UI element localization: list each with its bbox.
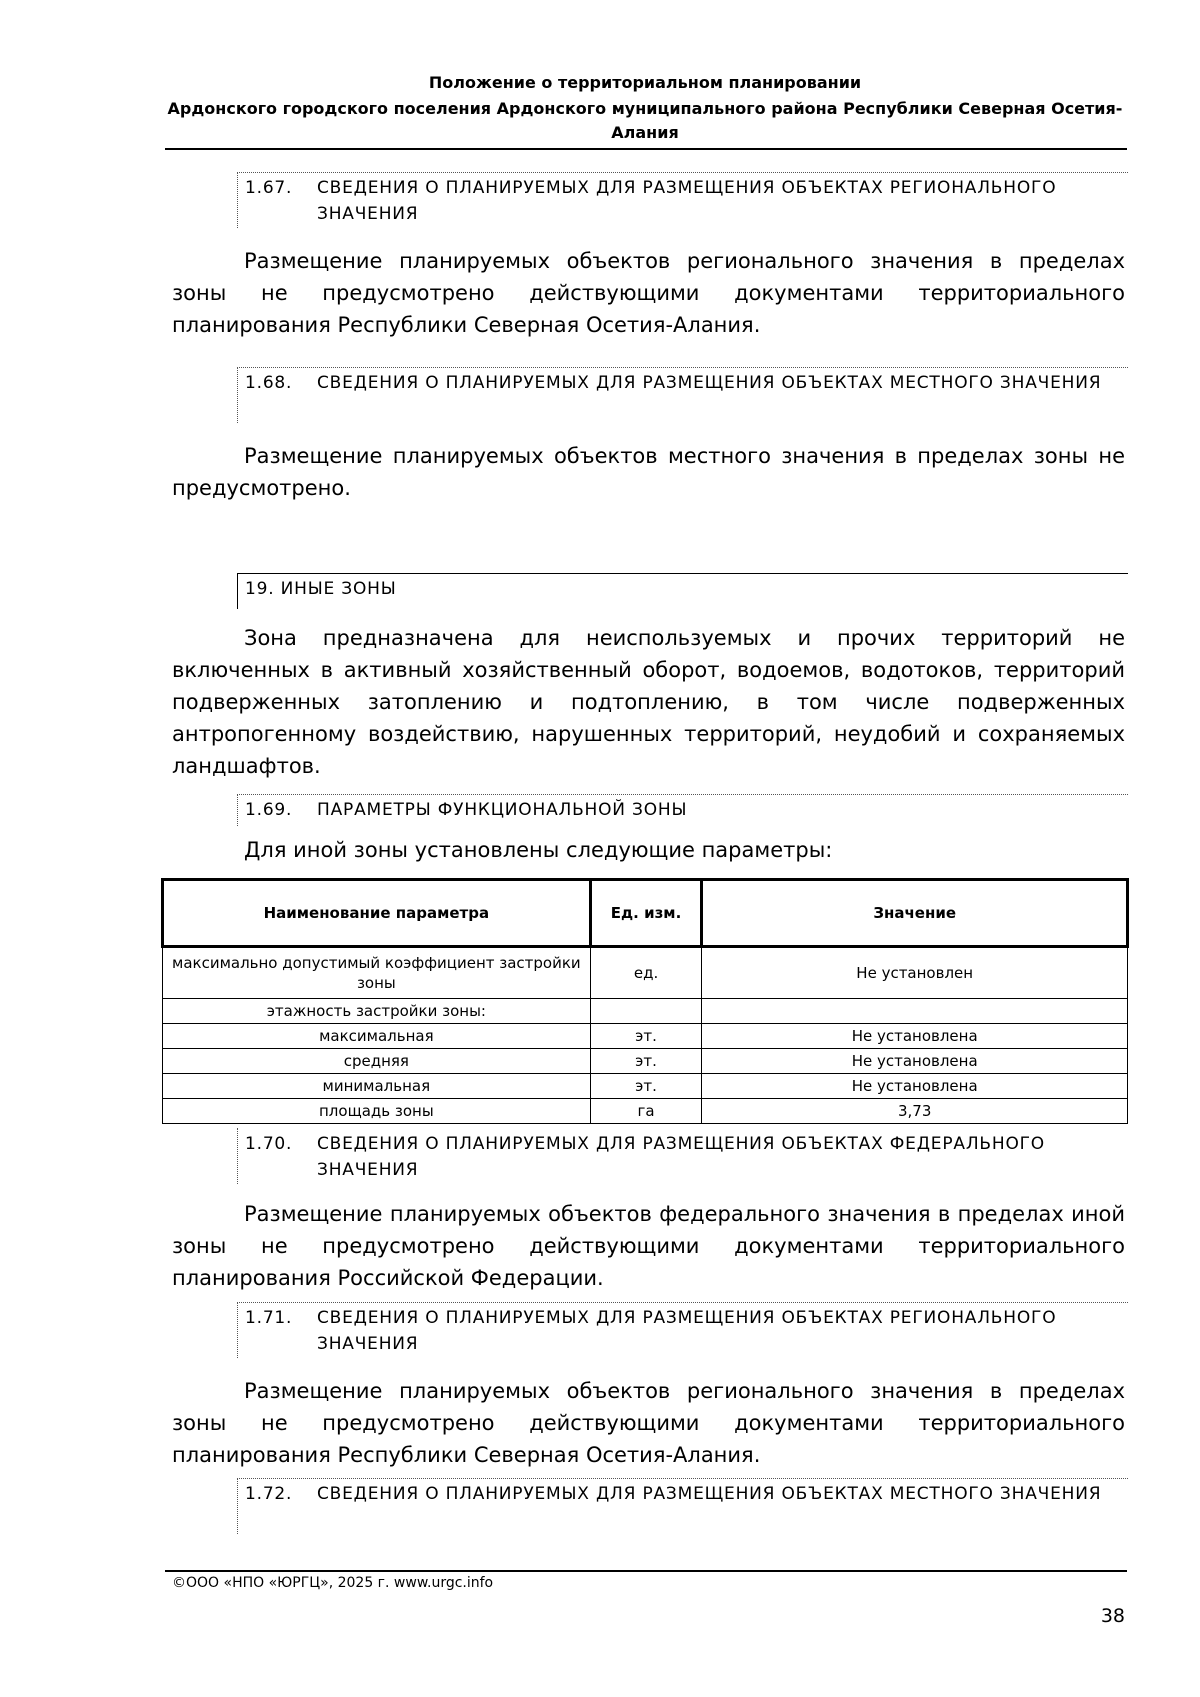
section-title: СВЕДЕНИЯ О ПЛАНИРУЕМЫХ ДЛЯ РАЗМЕЩЕНИЯ ОБЪЕКТАХ РЕГИОНАЛЬНОГО ЗНАЧЕНИЯ	[317, 178, 1057, 224]
param-value	[702, 999, 1128, 1024]
col-header-unit: Ед. изм.	[590, 880, 702, 947]
table-row	[163, 947, 1128, 999]
header-line-1: Положение о территориальном планировании	[428, 73, 862, 92]
section-number: 1.71.	[245, 1308, 293, 1328]
col-header-value: Значение	[702, 880, 1128, 947]
param-unit: эт.	[590, 1074, 702, 1099]
section-number: 1.72.	[245, 1484, 293, 1504]
section-heading-1-72	[237, 1478, 1127, 1534]
section-heading-19	[237, 573, 1127, 609]
param-unit: ед.	[590, 947, 702, 999]
param-value: Не установлена	[702, 1074, 1128, 1099]
header-line-3: Алания	[611, 123, 679, 142]
section-number: 1.67.	[245, 178, 293, 198]
section-title: СВЕДЕНИЯ О ПЛАНИРУЕМЫХ ДЛЯ РАЗМЕЩЕНИЯ ОБЪЕКТАХ ФЕДЕРАЛЬНОГО ЗНАЧЕНИЯ	[317, 1134, 1045, 1180]
section-title: ПАРАМЕТРЫ ФУНКЦИОНАЛЬНОЙ ЗОНЫ	[317, 800, 688, 820]
param-value: 3,73	[702, 1099, 1128, 1124]
section-number: 1.70.	[245, 1134, 293, 1154]
section-heading-1-68	[237, 367, 1127, 423]
param-value: Не установлена	[702, 1049, 1128, 1074]
param-unit: га	[590, 1099, 702, 1124]
header-line-2: Ардонского городского поселения Ардонского муниципального района Республики Северная Осетия-	[167, 99, 1123, 118]
param-unit: эт.	[590, 1049, 702, 1074]
paragraph-1-70: Размещение планируемых объектов федерального значения в пределах иной зоны не предусмотрено действующими документами территориального планирования Российской Федерации.	[172, 1202, 1125, 1290]
param-name: площадь зоны	[163, 1099, 591, 1124]
table-row	[163, 1099, 1128, 1124]
section-heading-1-71	[237, 1302, 1127, 1358]
footer-rule	[165, 1570, 1127, 1572]
section-title: СВЕДЕНИЯ О ПЛАНИРУЕМЫХ ДЛЯ РАЗМЕЩЕНИЯ ОБЪЕКТАХ МЕСТНОГО ЗНАЧЕНИЯ	[317, 1484, 1102, 1504]
param-unit	[590, 999, 702, 1024]
parameters-table	[161, 878, 1129, 1124]
header-rule	[165, 148, 1127, 150]
param-name: средняя	[163, 1049, 591, 1074]
page-number: 38	[1100, 1605, 1125, 1627]
section-number: 1.68.	[245, 373, 293, 393]
section-heading-1-67	[237, 172, 1127, 228]
param-name: этажность застройки зоны:	[163, 999, 591, 1024]
section-heading-1-70	[237, 1128, 1127, 1184]
table-row	[163, 1074, 1128, 1099]
section-number: 1.69.	[245, 800, 293, 820]
paragraph-1-67: Размещение планируемых объектов регионального значения в пределах зоны не предусмотрено действующими документами территориального планирования Республики Северная Осетия-Алания.	[172, 249, 1125, 337]
table-header-row	[163, 880, 1128, 947]
col-header-name: Наименование параметра	[163, 880, 591, 947]
param-unit: эт.	[590, 1024, 702, 1049]
section-title: СВЕДЕНИЯ О ПЛАНИРУЕМЫХ ДЛЯ РАЗМЕЩЕНИЯ ОБЪЕКТАХ МЕСТНОГО ЗНАЧЕНИЯ	[317, 373, 1102, 393]
paragraph-1-71: Размещение планируемых объектов регионального значения в пределах зоны не предусмотрено действующими документами территориального планирования Республики Северная Осетия-Алания.	[172, 1379, 1125, 1467]
param-name: максимально допустимый коэффициент застройки зоны	[163, 947, 591, 999]
param-value: Не установлен	[702, 947, 1128, 999]
paragraph-19: Зона предназначена для неиспользуемых и прочих территорий не включенных в активный хозяйственный оборот, водоемов, водотоков, территорий подверженных затоплению и подтоплению, в том числе подверженных антропогенному воздействию, нарушенных территорий, неудобий и сохраняемых ландшафтов.	[172, 626, 1125, 778]
section-heading-1-69	[237, 794, 1127, 826]
paragraph-1-68: Размещение планируемых объектов местного значения в пределах зоны не предусмотрено.	[172, 444, 1125, 500]
param-name: минимальная	[163, 1074, 591, 1099]
table-row	[163, 999, 1128, 1024]
table-row	[163, 1049, 1128, 1074]
footer-copyright: ©ООО «НПО «ЮРГЦ», 2025 г. www.urgc.info	[172, 1575, 494, 1591]
section-title: 19. ИНЫЕ ЗОНЫ	[245, 579, 397, 599]
section-title: СВЕДЕНИЯ О ПЛАНИРУЕМЫХ ДЛЯ РАЗМЕЩЕНИЯ ОБЪЕКТАХ РЕГИОНАЛЬНОГО ЗНАЧЕНИЯ	[317, 1308, 1057, 1354]
table-row	[163, 1024, 1128, 1049]
param-name: максимальная	[163, 1024, 591, 1049]
param-value: Не установлена	[702, 1024, 1128, 1049]
paragraph-1-69: Для иной зоны установлены следующие параметры:	[244, 838, 833, 862]
